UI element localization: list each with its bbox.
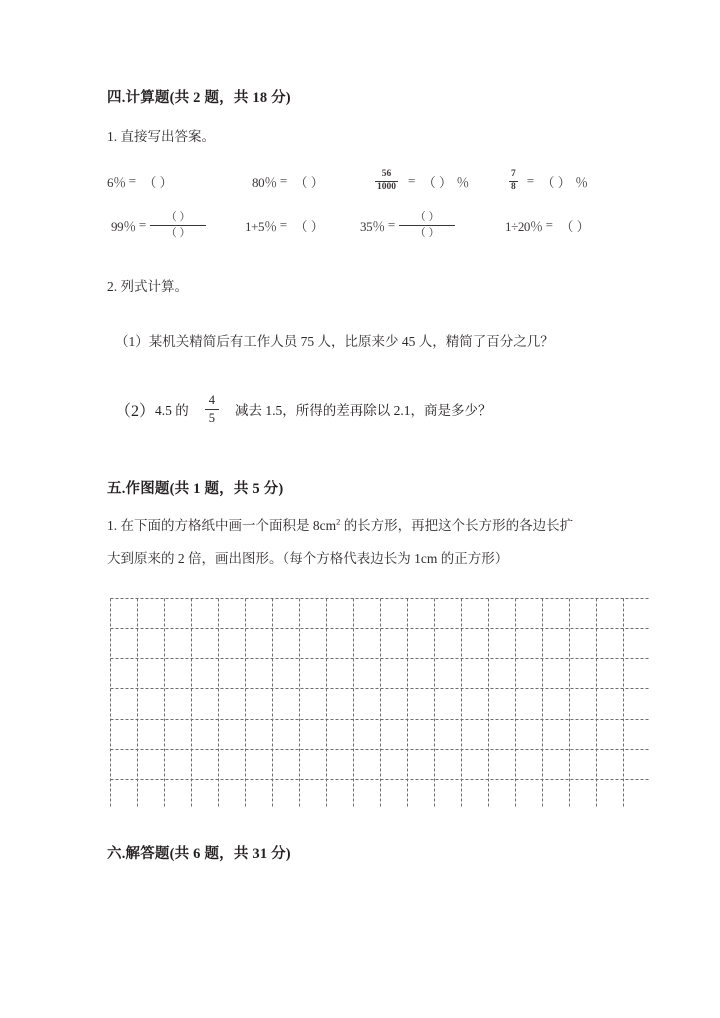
answer-blank[interactable]: （ ） xyxy=(294,174,324,190)
answer-blank[interactable]: （ ） xyxy=(422,174,452,190)
expr-left-operand: 80％ xyxy=(252,174,277,190)
equals-sign: = xyxy=(387,217,396,232)
answer-blank[interactable]: （ ） xyxy=(143,174,173,190)
item-text-before: 4.5 的 xyxy=(155,403,189,418)
question-2-item-2 xyxy=(115,392,492,426)
answer-blank[interactable]: （ ） xyxy=(560,218,590,234)
grid-svg xyxy=(110,598,650,809)
equals-sign: = xyxy=(128,173,137,188)
expression-35-percent xyxy=(360,208,456,242)
equals-sign: = xyxy=(279,173,288,188)
item-marker: （1） xyxy=(115,334,149,349)
graph-paper-grid[interactable] xyxy=(110,598,650,809)
fraction-7-8 xyxy=(509,170,518,193)
expression-99-percent xyxy=(111,208,207,242)
fraction-denominator: 1000 xyxy=(377,181,396,192)
denominator-blank[interactable]: （ ） xyxy=(150,225,206,240)
fraction-answer-blank[interactable] xyxy=(150,211,206,239)
item-text-after: 减去 1.5，所得的差再除以 2.1，商是多少？ xyxy=(235,403,492,418)
answer-blank[interactable]: （ ） xyxy=(541,174,571,190)
section-heading-drawing: 五.作图题(共 1 题，共 5 分) xyxy=(107,481,284,497)
equals-sign: = xyxy=(408,173,416,188)
expression-1-divided-by-20-percent xyxy=(505,208,594,242)
numerator-blank[interactable]: （ ） xyxy=(414,210,440,223)
answer-blank[interactable]: （ ） xyxy=(294,218,324,234)
equals-sign: = xyxy=(545,217,553,232)
question-label-1-direct-answer: 1. 直接写出答案。 xyxy=(107,129,215,144)
fraction-answer-blank[interactable] xyxy=(399,211,455,239)
section-heading-calculation: 四.计算题(共 2 题，共 18 分) xyxy=(107,90,291,106)
expr-left-operand: 1+5％ xyxy=(245,218,277,234)
expression-7-over-8 xyxy=(506,164,588,198)
expression-row-1 xyxy=(107,164,653,198)
drawing-question-line-2: 大到原来的 2 倍，画出图形。（每个方格代表边长为 1cm 的正方形） xyxy=(107,551,509,566)
item-marker: （2） xyxy=(115,402,156,420)
drawing-question-text-part1: 1. 在下面的方格纸中画一个面积是 8cm xyxy=(107,518,337,533)
expr-left-operand: 1÷20％ xyxy=(505,218,543,234)
expression-row-2 xyxy=(107,208,653,242)
fraction-numerator: 4 xyxy=(208,393,216,408)
question-label-2-write-expression: 2. 列式计算。 xyxy=(107,279,188,294)
denominator-blank[interactable]: （ ） xyxy=(399,225,455,240)
fraction-4-5 xyxy=(205,393,219,425)
drawing-question-line-1 xyxy=(107,514,573,534)
question-2-item-1 xyxy=(115,330,554,350)
expression-6-percent xyxy=(107,164,177,198)
expr-left-operand: 35％ xyxy=(360,218,385,234)
equals-sign: = xyxy=(279,217,288,232)
fraction-numerator: 56 xyxy=(381,168,392,179)
equals-sign: = xyxy=(138,217,147,232)
equals-sign: = xyxy=(526,173,535,188)
drawing-question-text-part2: 的长方形，再把这个长方形的各边长扩 xyxy=(340,518,574,533)
expression-1-plus-5-percent xyxy=(245,208,328,242)
expr-left-operand: 99％ xyxy=(111,218,136,234)
item-text: 某机关精简后有工作人员 75 人，比原来少 45 人，精简了百分之几？ xyxy=(148,334,554,349)
expression-80-percent xyxy=(252,164,328,198)
superscript-square: 2 xyxy=(336,517,341,527)
percent-sign: ％ xyxy=(575,174,588,190)
percent-sign: ％ xyxy=(456,174,469,190)
expr-left-operand: 6％ xyxy=(107,174,126,190)
fraction-denominator: 8 xyxy=(511,181,516,192)
numerator-blank[interactable]: （ ） xyxy=(165,210,191,223)
fraction-numerator: 7 xyxy=(511,168,516,179)
fraction-denominator: 5 xyxy=(205,409,219,425)
expression-56-over-1000 xyxy=(372,164,469,198)
section-heading-answer: 六.解答题(共 6 题，共 31 分) xyxy=(107,846,291,862)
fraction-56-1000 xyxy=(375,170,398,193)
